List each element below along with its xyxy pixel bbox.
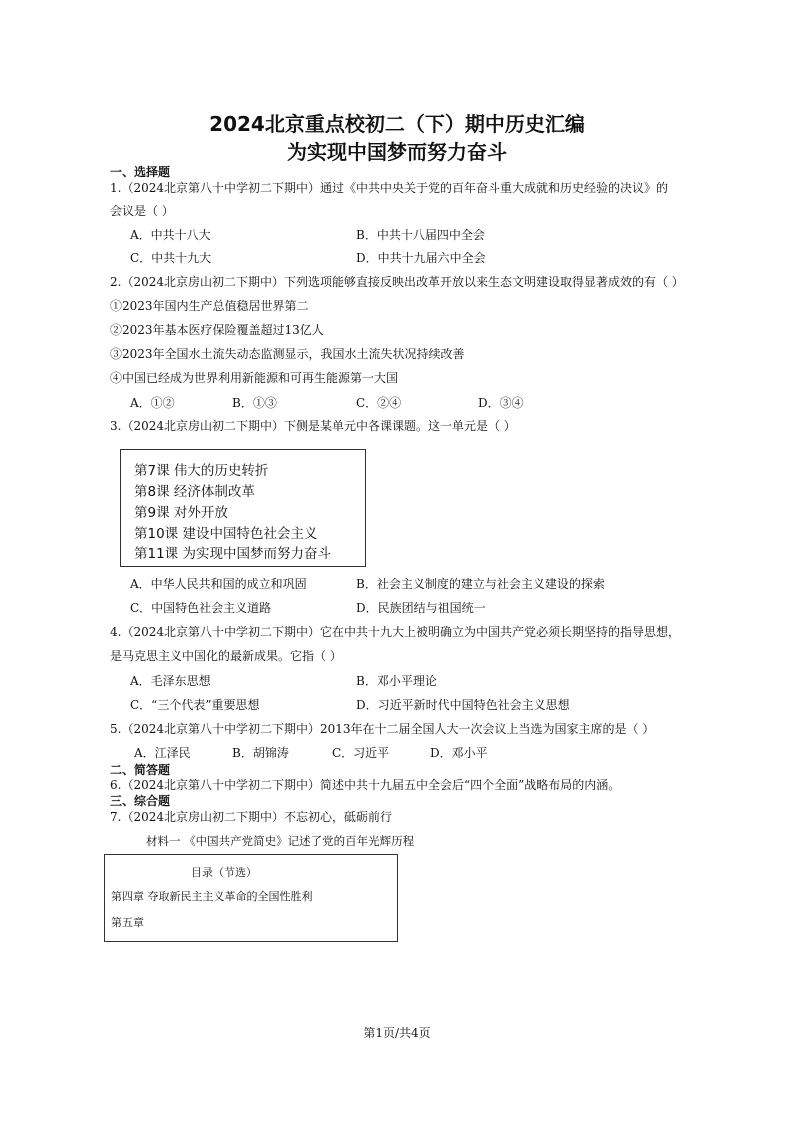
q2-option-a: A．①② [130, 396, 175, 410]
q6-stem: 6.（2024北京第八十中学初二下期中）简述中共十九届五中全会后“四个全面”战略布局的内涵。 [110, 778, 621, 792]
q7-toc-title: 目录（节选） [191, 866, 257, 879]
page-number-footer: 第1页/共4页 [363, 1026, 431, 1040]
q1-option-b: B．中共十八届四中全会 [356, 228, 485, 242]
q5-option-d: D．邓小平 [430, 746, 488, 760]
q3-lesson-box [120, 449, 366, 567]
q2-item-4: ④中国已经成为世界利用新能源和可再生能源第一大国 [110, 371, 399, 385]
q2-option-d: D．③④ [478, 396, 524, 410]
q1-stem-line1: 1.（2024北京第八十中学初二下期中）通过《中共中央关于党的百年奋斗重大成就和历史经验的决议》的 [110, 181, 668, 195]
q3-lesson-7: 第7课 伟大的历史转折 [134, 463, 269, 479]
q7-toc-box [104, 854, 398, 942]
q5-option-a: A．江泽民 [134, 746, 191, 760]
q7-toc-chapter-5: 第五章 [111, 916, 144, 929]
q1-option-d: D．中共十九届六中全会 [356, 251, 486, 265]
q2-stem: 2.（2024北京房山初二下期中）下列选项能够直接反映出改革开放以来生态文明建设取得显著成效的有（ ） [110, 275, 684, 289]
q7-toc-chapter-4: 第四章 夺取新民主主义革命的全国性胜利 [111, 890, 313, 903]
q5-option-b: B．胡锦涛 [232, 746, 289, 760]
q3-option-b: B．社会主义制度的建立与社会主义建设的探索 [356, 577, 605, 591]
q2-item-2: ②2023年基本医疗保险覆盖超过13亿人 [110, 323, 324, 337]
q5-option-c: C．习近平 [332, 746, 390, 760]
q4-stem-line2: 是马克思主义中国化的最新成果。它指（ ） [110, 649, 342, 663]
q4-option-d: D．习近平新时代中国特色社会主义思想 [356, 698, 570, 712]
q3-lesson-10: 第10课 建设中国特色社会主义 [134, 526, 318, 542]
q3-lesson-9: 第9课 对外开放 [134, 505, 228, 521]
q3-option-a: A．中华人民共和国的成立和巩固 [130, 577, 307, 591]
document-title: 2024北京重点校初二（下）期中历史汇编 [209, 112, 585, 136]
section-comprehensive-heading: 三、综合题 [110, 794, 171, 808]
q4-stem-line1: 4.（2024北京第八十中学初二下期中）它在中共十九大上被明确立为中国共产党必须长期坚持的指导思想， [110, 625, 680, 639]
q3-option-c: C．中国特色社会主义道路 [130, 601, 272, 615]
q1-option-c: C．中共十九大 [130, 251, 212, 265]
document-subtitle: 为实现中国梦而努力奋斗 [287, 140, 507, 164]
section-choice-heading: 一、选择题 [110, 165, 171, 179]
q4-option-b: B．邓小平理论 [356, 674, 437, 688]
q5-stem: 5.（2024北京第八十中学初二下期中）2013年在十二届全国人大一次会议上当选为国家主席的是（ ） [110, 722, 655, 736]
q1-stem-line2: 会议是（ ） [110, 204, 174, 218]
q3-option-d: D．民族团结与祖国统一 [356, 601, 486, 615]
q2-item-3: ③2023年全国水土流失动态监测显示，我国水土流失状况持续改善 [110, 347, 465, 361]
q3-lesson-8: 第8课 经济体制改革 [134, 484, 255, 500]
q4-option-a: A．毛泽东思想 [130, 674, 211, 688]
q4-option-c: C．“三个代表”重要思想 [130, 698, 260, 712]
q3-lesson-11: 第11课 为实现中国梦而努力奋斗 [134, 546, 331, 562]
q2-item-1: ①2023年国内生产总值稳居世界第二 [110, 299, 309, 313]
q1-option-a: A．中共十八大 [130, 228, 211, 242]
q7-material-one: 材料一 《中国共产党简史》记述了党的百年光辉历程 [146, 834, 415, 848]
q7-stem: 7.（2024北京房山初二下期中）不忘初心，砥砺前行 [110, 810, 392, 824]
q2-option-b: B．①③ [232, 396, 277, 410]
section-short-answer-heading: 二、简答题 [110, 763, 171, 777]
q2-option-c: C．②④ [356, 396, 402, 410]
q3-stem: 3.（2024北京房山初二下期中）下侧是某单元中各课课题。这一单元是（ ） [110, 419, 516, 433]
